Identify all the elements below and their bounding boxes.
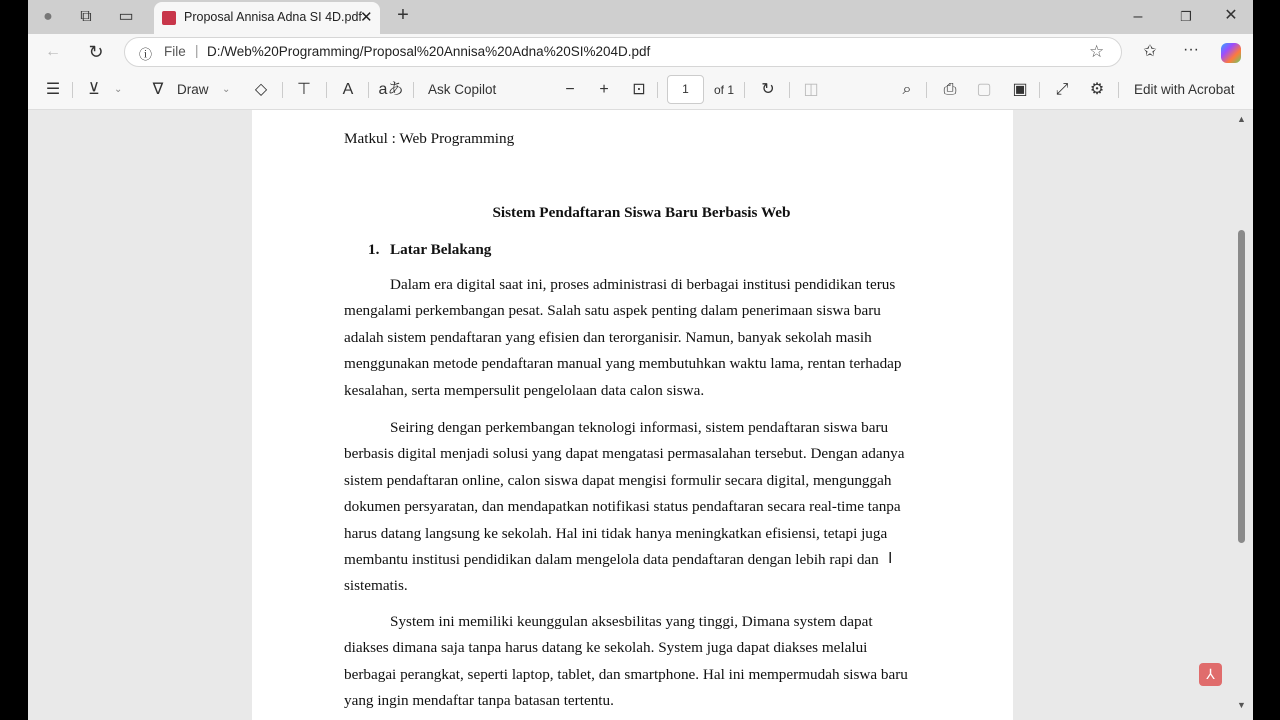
edit-with-acrobat-button[interactable]: Edit with Acrobat (1134, 82, 1235, 97)
text-cursor-icon: I (888, 550, 893, 567)
close-window-icon[interactable]: ✕ (1224, 7, 1238, 24)
refresh-icon[interactable]: ↻ (88, 42, 104, 62)
translate-icon[interactable]: aあ (378, 81, 404, 98)
tab-title: Proposal Annisa Adna SI 4D.pdf (184, 10, 362, 24)
info-icon: ⓘ (139, 47, 153, 62)
fit-page-icon[interactable]: ⊡ (632, 81, 646, 98)
text-box-icon[interactable]: ⊤ (297, 81, 311, 98)
copilot-icon[interactable] (1221, 43, 1241, 63)
restore-icon[interactable]: ❐ (1180, 9, 1192, 24)
rotate-icon[interactable]: ↻ (761, 81, 775, 98)
section-heading: Latar Belakang (390, 241, 492, 258)
page-total: of 1 (714, 83, 735, 97)
text-line: berbagai perangkat, seperti laptop, tablet, dan smartphone. Hal ini mempermudah siswa baru (344, 665, 908, 683)
text-line: mengalami perkembangan pesat. Salah satu aspek penting dalam penerimaan siswa baru (344, 302, 881, 320)
paragraph-3 (344, 609, 908, 715)
pdf-toolbar (28, 70, 1253, 110)
text-line: dokumen persyaratan, dan mendapatkan notifikasi status pendaftaran secara real-time tanpa (344, 498, 901, 516)
search-icon[interactable]: ⌕ (902, 81, 912, 98)
text-line: adalah sistem pendaftaran yang efisien dan terorganisir. Namun, banyak sekolah masih (344, 328, 872, 346)
text-line: membantu institusi pendidikan dalam mengelola data pendaftaran dengan lebih rapi dan (344, 551, 879, 569)
browser-window (28, 0, 1253, 720)
acrobat-icon[interactable]: ⅄ (1199, 663, 1222, 686)
draw-dropdown-icon[interactable]: ⌄ (222, 84, 231, 95)
text-line: sistem pendaftaran online, calon siswa dapat mengisi formulir secara digital, mengunggah (344, 471, 892, 489)
text-line: diakses dimana saja tanpa harus datang ke sekolah. System juga dapat diakses melalui (344, 639, 868, 657)
text-line: sistematis. (344, 577, 408, 595)
print-icon[interactable]: ⎙ (943, 81, 957, 98)
address-row (28, 34, 1253, 70)
zoom-out-icon[interactable]: − (565, 81, 575, 98)
url-divider: | (195, 43, 199, 58)
pdf-page (252, 110, 1013, 720)
tab-bar (28, 0, 1253, 34)
draw-button[interactable]: Draw (177, 82, 209, 97)
workspaces-icon[interactable]: ⧉ (80, 8, 92, 25)
url-text: D:/Web%20Programming/Proposal%20Annisa%20Adna%20SI%204D.pdf (207, 44, 651, 59)
favorite-star-icon[interactable]: ☆ (1089, 42, 1105, 61)
settings-icon[interactable]: ⚙ (1089, 81, 1105, 98)
document-title: Sistem Pendaftaran Siswa Baru Berbasis Web (492, 204, 791, 221)
fullscreen-icon[interactable]: ⤢ (1055, 81, 1069, 98)
text-line: yang ingin mendaftar tanpa batasan tertentu. (344, 692, 614, 710)
profile-icon[interactable]: ● (43, 8, 53, 25)
page-view-icon[interactable]: ◫ (803, 81, 819, 98)
back-icon[interactable]: ← (45, 43, 61, 60)
highlight-icon[interactable]: ⊻ (88, 81, 100, 98)
scrollbar-thumb[interactable] (1238, 230, 1245, 543)
url-scheme-label: File (164, 44, 186, 59)
minimize-icon[interactable]: – (1133, 8, 1143, 25)
text-line: berbasis digital menjadi solusi yang dapat mengatasi permasalahan tersebut. Dengan adanya (344, 445, 905, 463)
favorites-icon[interactable]: ✩ (1143, 43, 1157, 60)
page-number-input[interactable]: 1 (667, 75, 704, 104)
paragraph-2 (344, 415, 905, 600)
tab-actions-icon[interactable]: ▭ (118, 8, 134, 25)
save-as-icon[interactable]: ▣ (1012, 81, 1028, 98)
highlight-dropdown-icon[interactable]: ⌄ (114, 84, 123, 95)
text-line: Seiring dengan perkembangan teknologi informasi, sistem pendaftaran siswa baru (390, 419, 889, 436)
ask-copilot-button[interactable]: Ask Copilot (428, 82, 497, 97)
address-bar[interactable] (124, 37, 1122, 67)
save-icon[interactable]: ▢ (976, 81, 992, 98)
tab-active[interactable] (154, 2, 380, 34)
eraser-icon[interactable]: ◇ (254, 81, 268, 98)
scroll-down-icon[interactable]: ▼ (1237, 700, 1246, 710)
new-tab-icon[interactable]: + (397, 4, 409, 26)
text-line: kesalahan, serta mempersulit pengelolaan data calon siswa. (344, 381, 705, 399)
course-label: Matkul : Web Programming (344, 130, 515, 147)
paragraph-1 (344, 272, 902, 404)
text-line: System ini memiliki keunggulan aksesbilitas yang tinggi, Dimana system dapat (390, 613, 873, 630)
contents-icon[interactable]: ☰ (45, 81, 61, 98)
text-line: menggunakan metode pendaftaran manual yang membutuhkan waktu lama, rentan terhadap (344, 355, 902, 373)
scroll-up-icon[interactable]: ▲ (1237, 114, 1246, 124)
pdf-icon (162, 11, 176, 25)
text-line: Dalam era digital saat ini, proses administrasi di berbagai institusi pendidikan terus (390, 276, 896, 293)
zoom-in-icon[interactable]: + (599, 81, 609, 98)
more-icon[interactable]: ··· (1183, 41, 1199, 58)
close-tab-icon[interactable]: ✕ (360, 9, 373, 26)
read-aloud-icon[interactable]: A (342, 81, 354, 98)
text-line: harus datang langsung ke sekolah. Hal ini tidak hanya meningkatkan efisiensi, tetapi juga (344, 524, 888, 542)
draw-icon[interactable]: ∇ (152, 81, 164, 98)
section-number: 1. (368, 241, 380, 258)
